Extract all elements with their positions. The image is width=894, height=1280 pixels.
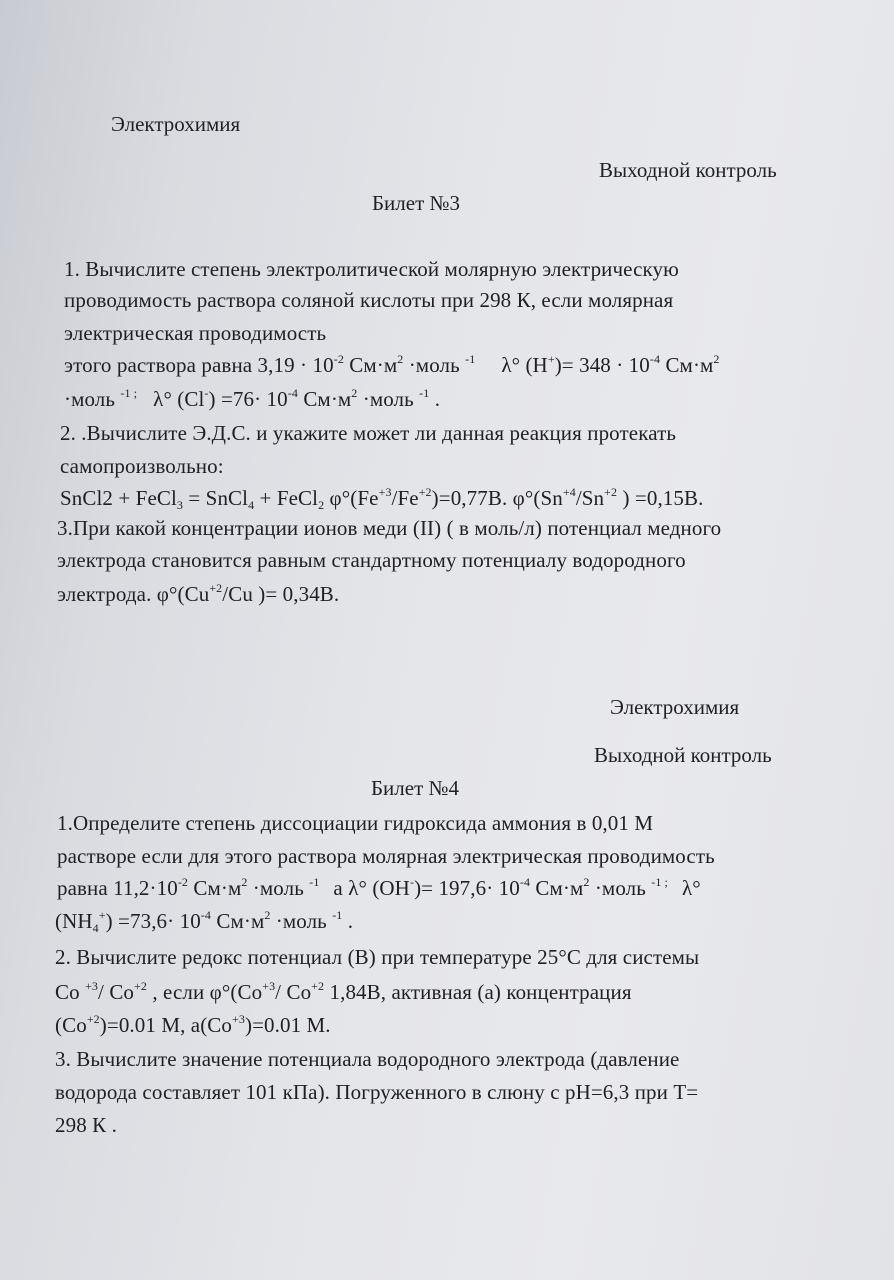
ticket3-control-label: Выходной контроль [599, 158, 777, 182]
t4-q3-line1: 3. Вычислите значение потенциала водородного электрода (давление [55, 1047, 680, 1071]
t3-q3-line1: 3.При какой концентрации ионов меди (II) ( в моль/л) потенциал медного [57, 516, 722, 540]
t3-q2-line3: SnCl2 + FeCl$_3$ = SnCl$_4$ + FeCl$_2$ $\varphi^\circ(Fe^{+3}/Fe^{+2})=0,77В$. $\varphi^\circ(Sn^{+4}/Sn^{+2}$ ) =0,15В. [60, 485, 704, 512]
t4-q3-line3: 298 К . [55, 1113, 117, 1137]
t4-q2-line3: $(Со^{+2})=0.01$ М, $а(Со^{+3})=0.01$ М. [55, 1012, 331, 1037]
t3-q1-line3: электрическая проводимость [64, 321, 327, 345]
t3-q1-line2: проводимость раствора соляной кислоты при 298 К, если молярная [64, 288, 674, 312]
t3-q2-line1: 2. .Вычислите Э.Д.С. и укажите может ли данная реакция протекать [60, 421, 677, 445]
ticket4-control-label: Выходной контроль [594, 743, 772, 767]
t4-q1-line2: растворе если для этого раствора молярная электрическая проводимость [57, 844, 715, 868]
t4-q3-line2: водорода составляет 101 кПа). Погруженного в слюну с рН=6,3 при Т= [55, 1080, 699, 1104]
t3-q3-line3: электрода. $\varphi^\circ(Cu^{+2}/Cu$ )= 0,34В. [57, 581, 340, 606]
t4-q2-line1: 2. Вычислите редокс потенциал (В) при температуре 25°С для системы [55, 945, 700, 969]
ticket4-title: Билет №4 [371, 776, 460, 800]
t3-q3-line2: электрода становится равным стандартному потенциалу водородного [57, 548, 686, 572]
ticket3-subject: Электрохимия [111, 112, 241, 136]
t4-q1-line3: равна $11,2\cdot 10^{-2}$ $См\cdot м^2$ ·моль $^{-1}$ а λ° $(ОН^-)= 197,6\cdot 10^{-4}$ $См\cdot м^2$ ·моль $^{-1 ;}$ λ° [57, 875, 701, 900]
t3-q1-line5: ·моль $^{-1 ;}$ λ° $(Cl^-) =76\cdot 10^{-4}$ $См\cdot м^2$ ·моль $^{-1}$ . [64, 386, 441, 411]
t3-q1-line1: 1. Вычислите степень электролитической молярную электрическую [64, 257, 679, 281]
t4-q1-line4: $(NH_4^+) =73,6\cdot 10^{-4}$ $См\cdot м^2$ ·моль $^{-1}$ . [55, 908, 354, 935]
t3-q2-line2: самопроизвольно: [60, 454, 224, 478]
t4-q1-line1: 1.Определите степень диссоциации гидроксида аммония в 0,01 М [57, 811, 654, 835]
t4-q2-line2: Со $^{+3}$/ $Со^{+2}$ , если $\varphi^\circ(Со^{+3}/$ $Со^{+2}$ 1,84В, активная (а) концентрация [55, 979, 632, 1004]
ticket4-subject: Электрохимия [610, 695, 740, 719]
ticket3-title: Билет №3 [372, 191, 461, 215]
t3-q1-line4: этого раствора равна $3,19 \cdot 10^{-2}$ $См\cdot м^2$ ·моль $^{-1}$ λ° $(Н^+)= 348 \cdot 10^{-4}$ $См\cdot м^2$ [64, 352, 720, 377]
